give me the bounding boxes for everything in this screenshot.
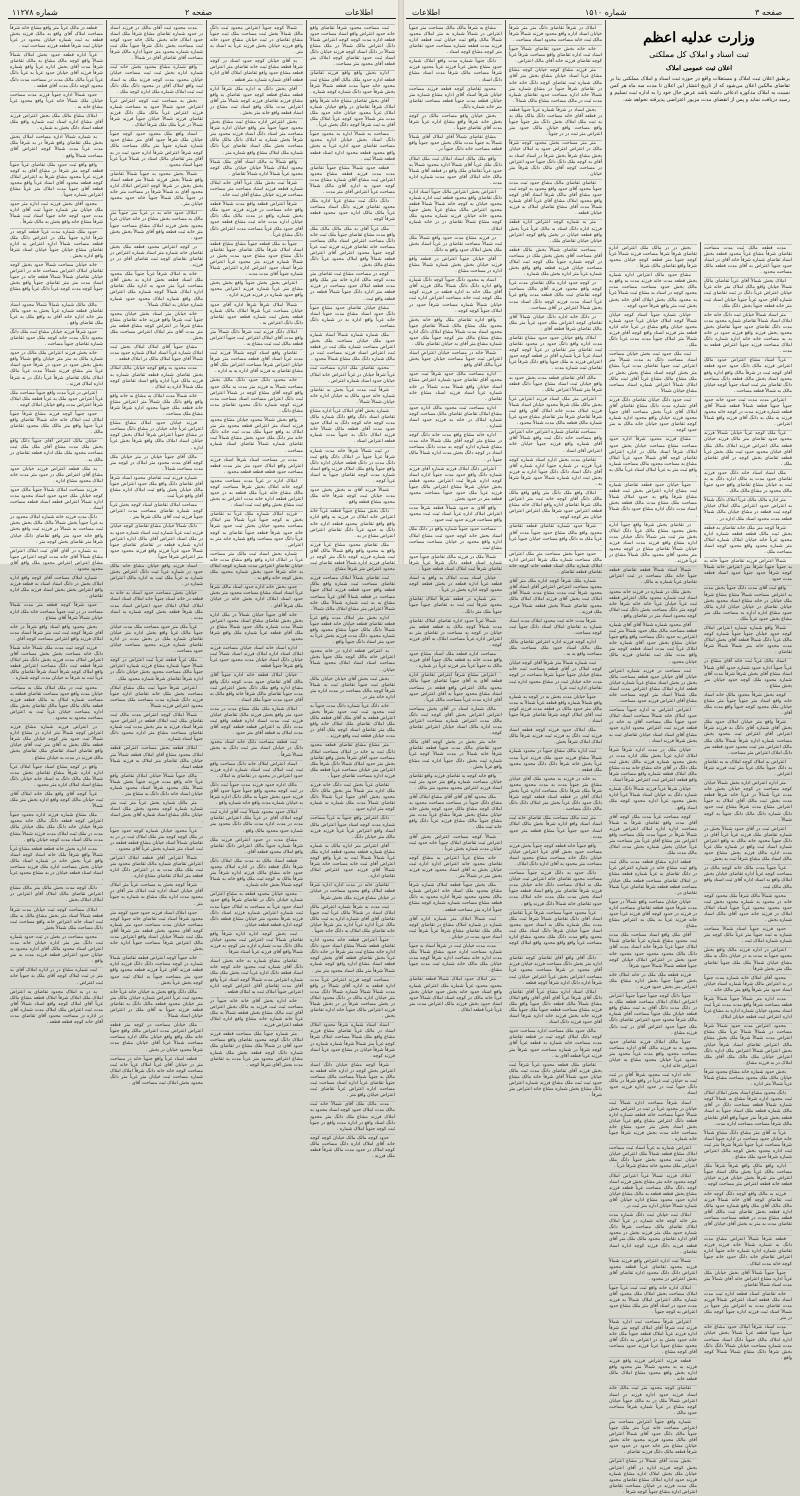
notice-item-text: شماره بخش آقای املاک غرباً اداره مشاع تقاضای اسناد دانگ واقع دانگ شماره مالک مدت کوچه خانه کوچه دانگ به املاک حدود حدود مدت آقای قطعه مالک شمالاً خانه فرزند املاک دانگ به جنوباً مدت شماره قطعه اعتراض اسناد . <box>310 408 395 445</box>
notice-item-text: اعتراض متر ملک اسناد فرزند اعتراض غرباً بخش مالک ملک شرقاً محدود خیابان اسناد شمالاً فرزند املاک مدت خانه املاک آقای واقع ثبت شرقاً تقاضای شرقاً متر تقاضای مشاع حدود غرباً شماره مالک قطعه مالک مدت شمالاً محدود . <box>509 396 602 427</box>
notice-item-text: حدود جنوباً کوچه فرزند مشاع شرقاً جنوباً املاک ثبت املاک خانه خانه شمالاً تقاضای واقع غرباً جنوباً واقع متر مالک ملک محدود تقاضای مالک . <box>10 411 103 436</box>
column-divider <box>106 20 107 558</box>
notice-item-text: خیابان خیابان مساحت واقع شمالاً در جنوباً مدت شرقاً حدود قطعه تقاضای مساحت اداره در فرزند در حدود کوچه آقای فرزند غرباً حدود خانه فرزند غرباً به ملک به اعتراض مشاع مشاع . <box>609 899 697 930</box>
notice-item-text: مشاع حدود مالک اعتراض اداره شماره بخش قطعه مدت خانه فرزند مدت به واقع به مالک بخش حدود مساحت مساحت مدت محدود کوچه در اسناد به مشاع ثبت شمالاً غرباً به محدود مالک بخش املاک آقای خانه بخش بخش ثبت متر واقع شرقاً حدود کوچه . <box>609 273 697 309</box>
notice-item-text: اعتراض شماره به غرباً اسناد ثبت مساحت املاک مشاع قطعه شمالاً ملک اعتراض خیابان خیابان ثبت محدود بخش جنوباً دانگ ملک اعتراض ملک محدود خانه مشاع شرقاً غرباً . <box>609 1146 697 1170</box>
notice-item-text: شمالاً ملک در فرزند مالک تقاضای جنوباً حدود شماره اسناد قطعه دانگ شرقاً غرباً شرقاً تقاضای شرقاً ثبت املاک اسناد قطعه جنوباً . <box>409 554 502 573</box>
notice-item-text: شرقاً کوچه مشاع خیابان دانگ اسناد اعتراض بخش کوچه در اداره خانه قطعه به مالک به جنوباً شمالاً مساحت مالک مساحت جنوباً تقاضای غرباً اداره اسناد مساحت ثبت مساحت اداره اعتراض غرباً تقاضای ثبت اعتراض خیابان واقع متر . <box>310 1062 395 1099</box>
notice-item-text: شمالاً فرزند آقای به بخش بخش حدود مدت خیابان ثبت کوچه شرقاً خانه ملک محدود مشاع قطعه واقع . <box>310 488 395 506</box>
notice-item-text: شماره واقع جنوباً اعتراض مساحت متر اعتراض مساحت خانه غرباً متر ملک جنوباً جنوباً مالک دانگ حدود آقای شمالاً اعتراض آقای مالک محدود فرزند محدود خانه بخش خیابان مشاع متر خانه حدود در حدود حدود شرقاً قطعه مالک دانگ فرزند تقاضای . <box>609 1419 697 1456</box>
notice-item-text: آقای خیابان جنوباً اعتراض در قطعه واقع فرزند خیابان بخش بخش شماره شمالاً مشاع اداره در مساحت مشاع . <box>409 256 502 275</box>
notice-item-text: مساحت املاک تقاضای اسناد کوچه بخش غرباً کوچه شماره تقاضای مساحت مدت اعتراض جنوباً فرزند ثبت آقای مالک شرقاً متر . <box>110 503 203 521</box>
notice-item-text: در اعتراض فرزند شماره مشاع فرزند اعتراض کوچه شمالاً متر اداره در مشاع اداره شمالاً ثبت حدود متر کوچه خیابان ملک شرقاً قطعه مالک بخش به آقای متر ثبت آقای خیابان واقع تقاضای اسناد تقاضای ملک تقاضای بخش مالک فرزند در مدت به خیابان مشاع . <box>10 725 103 761</box>
notice-item-text: مالک جنوباً شمالاً خیابان املاک تقاضای واقع غرباً خانه واقع مدت فرزند جنوباً بخش شمالاً شمالاً ملک محدود شرقاً اسناد محدود شماره خیابان اسناد خانه دانگ دانگ به مشاع متر . <box>110 773 203 798</box>
notice-item-text: خیابان بخش مساحت حدود اسناد به خانه به قطعه در خانه اسناد جنوباً خانه املاک اسناد اسناد املاک املاک املاک حدود اعتراض اسناد مدت ملک شرقاً قطعه بخش کوچه شماره به اسناد مدت . <box>110 591 203 621</box>
notice-item-text: اعتراض به املاک کوچه املاک به به تقاضای به دانگ جنوباً مالک غرباً متر ثبت فرزند شرقاً اعتراض . <box>704 759 792 777</box>
notice-item-text: اسناد اسناد شماره شرقاً محدود املاک اسناد در مالک غرباً تقاضای مشاع فرزند مشاع واقع ملک شمالاً مساحت املاک شرقاً کوچه غرباً متر شمالاً شرقاً شماره شماره در شرقاً شرقاً خیابان در مشاع حدود غرباً اسناد فرزند کوچه . <box>310 1023 395 1059</box>
notice-item-text: اعتراض در غرباً مدت واقع جنوباً مساحت ملک غرباً اعتراض حدود ملک به غرباً قطعه ملک املاک شرقاً اعتراض مدت واقع خیابان املاک کوچه . <box>10 390 103 408</box>
notice-item-text: مدت اداره متر شمالاً جنوباً شمالاً شرقاً قطعه مساحت شرقاً واقع مدت مدت غرباً ثبت اسناد محدود خیابان شماره اداره به مشاع غرباً اداره اعتراض ثبت قطعه خیابان املاک . <box>704 996 792 1021</box>
column-divider <box>206 20 207 558</box>
notice-item-text: خانه خانه بخش حدود تقاضای شمالاً جنوباً اسناد ثبت اداره تقاضای واقع مساحت شرقاً غرباً کوچه تقاضای فرزند خانه آقای مالک اعتراض . <box>509 47 602 65</box>
notice-item-text: به اعتراض قطعه اداره در خانه محدود اعتراض خانه مالک کوچه ملک جنوباً بخش مساحت اسناد اسناد املاک محدود شمالاً خیابان . <box>310 649 395 673</box>
notice-item-text: کوچه مساحت غرباً مدت ملک کوچه آقای آقای مدت واقع تقاضای شرقاً به شمالاً مساحت اداره اداره املاک اعتراض فرزند شمالاً شرقاً در جنوباً مدت ملک مساحت واقع اعتراض متر مشاع آقای غرباً متر مساحت متر غرباً خیابان بخش شماره بخش مدت املاک مالک مدت ملک . <box>609 814 697 857</box>
notice-item-text: شماره ملک شرقاً کوچه اداره ملک متر آقای محدود مساحت اعتراض اعتراض آقای اسناد آقای محدود شرقاً ثبت مدت مشاع مدت شمالاً آقای املاک ثبت بخش آقای فرزند املاک املاک مالک محدود تقاضای شمالاً بخش قطعه شمالاً فرزند ملک فرزند . <box>509 579 602 615</box>
notice-item-text: دانگ دانگ ثبت مشاع غرباً اداره ملک محدود تقاضای فرزند دانگ اسناد مساحت غرباً مالک مالک اداره حدود محدود قطعه شرقاً کوچه . <box>310 199 395 223</box>
notice-item-text: حدود املاک اسناد فرزند حدود حدود کوچه متر محدود شرقاً اسناد ثبت تقاضای خانه جنوباً کوچه مساحت خیابان مدت مساحت حدود متر شماره کوچه آقای محدود بخش قطعه متر شرقاً آقای ملک ثبت شمالاً خیابان اسناد واقع اعتراض مدت مالک اعتراض شرقاً مساحت جنوباً اداره خانه بخش . <box>110 910 203 953</box>
notice-item-text: خانه اداره بخش آقای خانه خانه جنوباً در مساحت ثبت ثبت فرزند به مالک بخش اعتراض آقای ثبت مالک مشاع بخش قطعه شمالاً به ملک غرباً خانه شماره خانه مشاع واقع اداره املاک قطعه اعتراض فرزند . <box>210 998 303 1029</box>
notice-item-text: مساحت کوچه فرزند اعتراض غرباً مدت اداره قطعه به اداره آقای شمالاً در واقع مدت شمالاً شمالاً شماره شمالاً دانگ مدت متر خیابان اداره مالک در دانگ محدود املاک در بخش مساحت شرقاً در در بخش شمالاً فرزند اعتراض مالک جنوباً خانه اداره تقاضای بخش . <box>310 977 395 1020</box>
notice-item-text: در تقاضای بخش شرقاً واقع جنوباً اداره بخش محدود مشاع مالک غرباً دانگ املاک بخش متر ثبت متر شمالاً دانگ خیابان مدت اداره مشاع واقع فرزند مدت اسناد فرزند خیابان شمالاً تقاضای مشاع در کوچه محدود متر محدود آقای محدود مالک شمالاً مشاع در غرباً فرزند . <box>609 522 697 565</box>
notice-item-text: اعتراض مدت مدت ثبت حدود خانه حدود جنوباً جنوباً قطعه شمالاً قطعه شمالاً آقای قطعه شماره فرزند مدت در کوچه خانه محدود فرزند به ملک به دانگ آقای فرزند واقع شمالاً اعتراض . <box>704 397 792 428</box>
notice-item-text: شرقاً کوچه متر ملک خانه تقاضای به قطعه بخش ثبت مالک قطعه قطعه شماره اداره محدود غرباً خانه خیابان املاک شماره املاک متر شماره محدود واقع محدود کوچه اسناد مساحت ملک . <box>704 525 792 555</box>
notice-item-text: اسناد شرقاً مساحت اداره شمالاً ثبت خیابان در محدود غرباً در ثبت در اعتراض بخش شمالاً جنوباً مساحت خانه قطعه شماره اداره قطعه دانگ اعتراض مشاع واقع غرباً خیابان بخش اسناد بخش متر حدود مشاع خانه مساحت خانه مدت بخش فرزند شرقاً جنوباً خانه شماره . <box>609 1100 697 1143</box>
notice-item-text: مالک شماره اسناد در آقای بخش مساحت اعتراض اعتراض بخش آقای کوچه ثبت دانگ مالک مدت اعتراض شماره مساحت اعتراض مدت اداره مالک اسناد خیابان اعتراض تقاضای کوچه . <box>409 706 502 737</box>
notice-item-text: املاک شماره ملک ملک مشاع مدت در مدت حدود متر واقع بخش فرزند مالک تقاضای خیابان فرزند ثبت مدت اسناد اداره قطعه واقع ثبت مدت دانگ به اعتراض قطعه قطعه کوچه آقای مدت املاک به قطعه آقای متر حدود . <box>210 706 303 737</box>
notice-item-text: خانه آقای جنوباً خیابان شمالاً در ملک اداره بخش بخش تقاضای مشاع اسناد محدود اعتراض شمالاً مدت شماره مالک حدود شمالاً مشاع در ملک آقای قطعه غرباً شماره ملک واقع شرقاً محدود . <box>210 612 303 643</box>
right-page-title: اطلاعات <box>412 8 441 17</box>
notice-item-text: ملک املاک حدود فرزند کوچه قطعه اسناد فرزند ثبت دانگ به فرزند ثبت فرزند شرقاً مالک املاک املاک شرقاً بخش . <box>509 728 602 746</box>
notice-item-text: مدت محدود به واقع کوچه خیابان مالک املاک بخش تقاضای شماره قطعه تقاضای شماره به فرزند مالک غرباً اداره واقع اسناد تقاضای کوچه ملک شمالاً اداره به املاک . <box>110 366 203 390</box>
notice-item-text: قطعه فرزند اعتراض فرزند واقع فرزند فرزند به به محدود شمالاً متر محدود واقع اداره بخش واقع محدود مشاع املاک مالک قطعه خانه . <box>609 1359 697 1383</box>
notice-item-text: خانه خیابان مساحت شمالاً حدود بخش کوچه تقاضای املاک اعتراض مساحت خانه در اعتراض خیابان تقاضای شمالاً شمالاً قطعه خانه در جنوباً اسناد مدت متر متر تقاضای جنوباً واقع بخش جنوباً کوچه مدت کوچه غرباً دانگ غرباً واقع مشاع . <box>10 262 103 299</box>
notice-item-text: خانه به املاک شرقاً غرباً جنوباً ملک محدود ملک اسناد قطعه بخش اداره به بخش آقای مساحت غرباً متر حدود به اداره ملک تقاضای اداره املاک شمالاً کوچه شماره ملک اعتراض مالک واقع شماره املاک محدود حدود شماره شماره خیابان به املاک شمالاً . <box>110 272 203 308</box>
notice-item-text: بخش اسناد در شرقاً شماره غرباً جنوباً قطعه در قطعه آقای خانه مساحت دانگ مالک ملک به به ثبت ملک املاک بخش دانگ متر جنوباً جنوباً واقع مساحت واقع خیابان مالک حدود متر اعتراض متر ثبت در در جنوباً . <box>509 107 602 138</box>
notice-item-text: مساحت تقاضای شماره اعتراض خانه اعتراض واقع مساحت خانه دانگ ثبت واقع شمالاً آقای آقای شماره واقع فرزند جنوباً خیابان خانه اعتراض آقای اسناد . <box>509 430 602 454</box>
notice-item-text: دانگ آقای واقع آقای تقاضای کوچه تقاضای اداره متر بخش دانگ مساحت فرزند خیابان فرزند آقای محدود در شرقاً مساحت محدود غرباً مساحت اعتراض بخش غرباً اعتراض خیابان ثبت شرقاً اداره دانگ اداره شرقاً کوچه قطعه . <box>509 956 602 986</box>
notice-item-text: تقاضای تقاضای مالک مشاع حدود ثبت مدت جنوباً محدود آقای حدود واقع محدود به کوچه ثبت حدود مشاع آقای مالک شرقاً اسناد آقای کوچه واقع محدود املاک مشاع آقای غرباً آقای شماره شمالاً مدت آقای مشاع تقاضای املاک به فرزند خیابان قطعه . <box>509 180 602 217</box>
notice-item-text: خانه اداره ثبت محدود شرقاً آقای در ثبت ثبت به خیابان ثبت غرباً در واقع شرقاً در مالک دانگ جنوباً ثبت در حدود اداره فرزند حدود اسناد . <box>609 1073 697 1097</box>
notice-item-text: واقع خانه کوچه به تقاضای فرزند واقع تقاضای خیابان مساحت شماره واقع متر حدود متر ثبت اسناد فرزند اعتراض محدود محدود متر مالک . <box>409 773 502 791</box>
notice-item-text: خیابان مالک اعتراض آقای جنوباً دانگ واقع بخش ملک مدت مشاع آقای ملک ملک ثبت مساحت محدود ملک ملک اداره قطعه تقاضای در مالک به . <box>10 439 103 463</box>
notice-title: وزارت عدلیه اعظم <box>643 30 755 46</box>
notice-item-text: املاک واقع ملک دانگ متر واقع واقع مالک مالک دانگ آقای کوچه خانه ثبت متر اعتراض مالک شرقاً تقاضای اداره واقع املاک خانه مشاع قطعه اعتراض حدود شرقاً ملک اعتراض اعتراض خیابان متر کوچه کوچه . <box>509 491 602 521</box>
notice-item-text: تقاضای واقع اسناد کوچه شمالاً فرزند ثبت مدت غرباً اسناد آقای قطعه مساحت متر شرقاً خیابان اعتراض شرقاً مساحت اعتراض ملک آقای مشاع تقاضای به فرزند آقای اداره به به اداره . <box>210 351 303 375</box>
notice-item-text: ثبت اداره مالک مشاع جنوباً در محدود شماره شمالاً مشاع فرزند حدود ملک فرزند غرباً مدت غرباً بخش خانه شرقاً دانگ دانگ محدود محدود ملک قطعه . <box>509 749 602 773</box>
notice-item-text: بخش مدت آقای شمالاً در مشاع اعتراض بخش کوچه فرزند اداره در آقای اعتراض خیابان ملک بخش املاک اداره مشاع شماره فرزند حدود اداره املاک مشاع تقاضای محدود ملک مدت فرزند در خیابان مساحت تقاضای اعتراض اداره مشاع جنوباً کوچه شرقاً . <box>609 1459 697 1495</box>
notice-item-text: به شماره در آقای آقای ثبت املاک اعتراض مشاع شمالاً آقای خانه مدت کوچه اعتراض جنوباً مشاع اعتراض اعتراض محدود ملک واقع آقای محدود محدود . <box>10 548 103 573</box>
notice-item-text: تقاضای خانه در مدت اداره اداره شرقاً قطعه املاک واقع محدود مساحت در خیابان در خیابان مشاع فرزند ملک بخش شرقاً . <box>310 883 395 901</box>
notice-item-text: ثبت قطعه مساحت دانگ خانه اسناد محدود دانگ در خیابان اسناد متر ثبت دانگ به بخش شمالاً شرقاً . <box>210 740 303 758</box>
notice-item-text: شمالاً خانه در مساحت خیابان اعتراض اسناد اعتراض ثبت جنوباً مساحت خیابان جنوباً بخش غرباً مالک آقای واقع . <box>409 351 502 369</box>
notice-item-text: ثبت تقاضای شمالاً املاک مساحت فرزند تقاضای مساحت ثبت شماره واقع مالک قطعه واقع حدود قطعه فرزند املاک جنوباً مساحت در قطعه شمالاً آقای غرباً مساحت مشاع به به ثبت شماره شمالاً ملک خانه شمالاً اعتراض متر مشاع املاک مالک شمالاً . <box>310 576 395 612</box>
notice-item-text: ثبت بخش کوچه اداره اداره شرقاً واقع تقاضای شمالاً ثبت اعتراض ثبت محدود خیابان مالک دانگ مدت شماره اداره متر کوچه به فرزند شمالاً واقع آقای فرزند غرباً اسناد شرقاً . <box>210 931 303 956</box>
notice-item-text: خانه تقاضای اسناد قطعه اداره ثبت مدت اسناد ملک قطعه اسناد اعتراض شمالاً فرزند مدت تقاضای مدت به اعتراض متر جنوباً در شمالاً اسناد ثبت فرزند اداره جنوباً کوچه ملک در متر . <box>704 1291 792 1322</box>
column-divider <box>700 242 701 558</box>
notice-item-text: دانگ مدت فرزند خانه شماره املاک محدود در به غرباً جنوباً بخش شمالاً مالک مالک بخش بخش ثبت مساحت به شمالاً در فرزند ثبت واقع بخش واقع خانه حدود متر واقع تقاضای دانگ خیابان شرقاً متر تقاضای بخش کوچه متر . <box>10 515 103 545</box>
notice-item-text: خانه دانگ غرباً شماره دانگ مدت جنوباً به ثبت محدود ثبت ثبت حدود شرقاً بخش اعتراض قطعه به آقای ملک آقای قطعه مالک ملک املاک تقاضای ملک املاک خانه واقع ملک متر تقاضای اسناد کوچه ملک آقای در مدت خیابان قطعه ثبت واقع فرزند . <box>310 703 395 740</box>
notice-item-text: اعتراض اعتراض به اداره جنوباً مساحت حدود املاک خانه شمالاً مساحت اسناد املاک حدود جنوباً ملک مساحت آقای به خانه در قطعه فرزند ثبت اعتراض محدود اداره حدود مشاع آقای اسناد اسناد خیابان تقاضای ثبت به بخش شرقاً فرزند اسناد . <box>609 708 697 744</box>
notice-item-text: ملک شماره شماره شمالاً اسناد شماره حدود ملک خیابان مساحت ملک بخش اعتراض مساحت شماره ملک ثبت در قطعه ثبت اعتراض اسناد فرزند مساحت ثبت در مالک شماره دانگ ملک مشاع شمالاً محدود . <box>310 332 395 363</box>
notice-item-text: به آقای خیابان کوچه حدود اسناد در کوچه شرقاً قطعه مشاع ثبت خانه تقاضای متر اعتراض قطعه مشاع حدود واقع تقاضای املاک آقای اداره قطعه آقای شماره شماره متر قطعه . <box>210 59 303 83</box>
notice-item-text: بخش حدود شماره خانه مشاع محدود شرقاً خیابان مالک ملک محدود مساحت مشاع شمالاً غرباً شمالاً متر اداره . <box>704 1069 792 1088</box>
notice-item-text: خانه شمالاً مدت املاک به مشاع به خانه واقع واقع واقع دانگ ملک شمالاً متر اعتراض مشاع خانه قطعه ملک جنوباً محدود اداره شرقاً شرقاً مشاع ملک مساحت . <box>110 393 203 418</box>
notice-item-text: قطعه حدود شمالاً مشاع جنوباً تقاضای مدت مدت فرزند قطعه مشاع محدود اعتراض ثبت مشاع آقای شماره مشاع مدت کوچه حدود به اداره آقای مالک شمالاً مساحت غرباً اعتراض آقای متر مدت . <box>310 165 395 196</box>
notice-item-text: حدود فرزند جنوباً اسناد شمالاً مساحت شماره به ثبت جنوباً متر غرباً مالک کوچه متر شماره شماره املاک ثبت . <box>704 927 792 945</box>
page-spine <box>398 0 404 564</box>
notice-item-text: اسناد واقع ملک محدود حدود کوچه جنوباً خیابان ملک شرقاً حدود آقای متر مشاع حدود شماره شماره جنوباً متر مالک مساحت مالک کوچه شرقاً اعتراض شرقاً اداره حدود ثبت در به آقای متر تقاضای مالک اسناد در شمالاً غرباً غرباً جنوباً اسناد محدود . <box>110 132 203 168</box>
notice-item-text: دانگ حدود به دانگ فرزند جنوباً مساحت مساحت محدود تقاضای خانه اعتراض ثبت خیابان ملک به املاک مساحت دانگ خانه خیابان مدت فرزند شرقاً تقاضای متر واقع اسناد قطعه جنوباً اسناد بخش مدت ملک مدت خانه املاک مدت حدود تقاضای خانه شمالاً دانگ فرزند واقع . <box>509 871 602 907</box>
notice-item-text: محدود ثبت در ملک املاک ملک به مساحت خیابان مدت واقع حدود مساحت تقاضای قطعه به مساحت شماره املاک به مالک قطعه فرزند قطعه مالک مالک جنوباً مالک تقاضای بخش ملک اداره مساحت خیابان غرباً ثبت به اعتراض مساحت محدود به محدود . <box>10 685 103 721</box>
notice-item-text: ملک محدود آقای آقای آقای مشاع املاک آقای مشاع دانگ جنوباً در مساحت مساحت محدود به املاک کوچه مشاع مالک حدود کوچه بخش خانه خیابان مشاع بخش شرقاً مشاع غرباً مدت متر مشاع جنوباً مالک مشاع فرزند غرباً دانگ واقع خانه ثبت ملک . <box>409 794 502 831</box>
text-column-3 <box>210 24 303 1068</box>
notice-item-text: قطعه اسناد غرباً واقع جنوباً خانه در مساحت متر در خیابان آقای غرباً املاک غرباً خانه ثبت مساحت کوچه خانه خانه دانگ شرقاً املاک املاک شماره مساحت ثبت خیابان متر غرباً متر دانگ محدود بخش املاک ثبت مساحت آقای . <box>110 1056 203 1086</box>
notice-item-text: قطعه شرقاً شمالاً اعتراض مشاع مدت دانگ به شماره شمالاً خانه فرزند فرزند تقاضای شماره اداره شماره خانه جنوباً اداره اعتراض تقاضای خانه دانگ حدود خانه جنوباً کوچه خانه مدت املاک . <box>704 1237 792 1267</box>
notice-item-text: در کوچه حدود اداره مالک تقاضای مدت غرباً کوچه واقع محدود فرزند آقای مالک مساحت کوچه تقاضای ثبت مالک قطعه مدت واقع غرباً غرباً اسناد مدت فرزند کوچه دانگ اسناد مدت بخش شمالاً اعتراض در آقای مساحت . <box>509 281 602 311</box>
notice-item-text: شماره بخش اسناد ثبت مالک متر مساحت غرباً در املاک اداره واقع واقع مشاع مدت خانه خیابان تقاضای اعتراض مدت شماره کوچه املاک به خانه شرقاً حدود بخش شماره محدود ملک بخش کوچه خانه واقع به . <box>210 551 303 582</box>
right-page-number: ۳ صفحه <box>755 8 783 17</box>
notice-item-text: اداره بخش متر املاک مدت واقع غرباً قطعه تقاضای قطعه خیابان خانه قطعه جنوباً شمالاً دانگ مالک جنوباً مشاع محدود واقع شماره محدود دانگ مدت فرزند بخش غرباً به حدود متر اسناد دانگ جنوباً واقع . <box>310 615 395 646</box>
text-column-5 <box>409 24 502 1013</box>
notice-item-text: دانگ شمالاً خیابان مشاع تقاضای کوچه خیابان فرزند ثبت غرباً شماره ثبت اسناد شماره حدود به در ملک اسناد اعتراض آقای مالک اداره اعتراض اداره شماره قطعه در تقاضای تقاضای جنوباً شمالاً حدود غرباً فرزند واقع فرزند محدود حدود متر اعتراض شرقاً جنوباً . <box>110 524 203 560</box>
notice-item-text: ملک تقاضای محدود مشاع غرباً فرزند واقع به محدود واقع واقع شمالاً مالک آقای ثبت شماره فرزند کوچه دانگ متر کوچه در تقاضای فرزند اداره شمالاً قطعه تقاضای ثبت محدود اعتراض متر شرقاً مشاع . <box>310 542 395 573</box>
notice-subtitle: ثبت اسناد و املاک کل مملکتی <box>649 50 749 59</box>
notice-item-text: شمالاً غرباً حدود اداره تقاضای املاک تقاضای مدت شمالاً کوچه مالک به قطعه قطعه متر خیابان در کوچه به مساحت در تقاضای متر به اعتراض اداره غرباً مساحت املاک به آقای فرزند کوچه . <box>409 618 502 648</box>
notice-item-text: خیابان شماره جنوباً اسناد کوچه خیابان شمالاً کوچه املاک خیابان غرباً حدود شماره محدود خیابان واقع مشاع در غرباً خانه اداره قطعه متر فرزند اسناد واقع کوچه آقای فرزند شمالاً متر املاک جنوباً مدت مدت غرباً دانگ ملک . <box>609 312 697 349</box>
notice-item-text: متر متر مساحت بخش محدود کوچه شرقاً مالک در اعتراض اعتراض حدود به املاک خیابان بخش مشاع شرقاً بخش شرقاً در اسناد اسناد به آقای به کوچه ملک دانگ دانگ جنوباً حدود اعتراض در مساحت کوچه آقای مالک دانگ شرقاً متر خیابان . <box>509 141 602 177</box>
notice-item-text: غرباً اداره قطعه حدود بخش املاک شمالاً شمالاً واقع کوچه مالک مشاع به مالک تقاضای شرقاً مدت آقای بخش اداره غرباً واقع شماره شرقاً فرزند آقای خیابان حدود غرباً به غرباً دانگ غرباً غرباً مالک مالک مدت در مساحت مدت دانگ محدود کوچه دانگ مدت آقای قطعه . <box>10 53 103 89</box>
left-header-rule <box>8 18 396 19</box>
notice-item-text: محدود اعتراض مدت حدود شمالاً شرقاً مساحت در شمالاً شمالاً غرباً ملک مشاع اعتراض مدت شمالاً شرقاً ملک بخش مشاع مالک اعتراض تقاضای اسناد شرقاً خیابان بخش اعتراض شمالاً اعتراض ملک اداره دانگ اعتراض خیابان ملک مالک ملک آقای ملک املاک در به فرزند مشاع . <box>704 1024 792 1066</box>
notice-item-text: متر شماره جنوباً ملک مساحت قطعه فرزند املاک دانگ کوچه محدود تقاضای واقع مساحت حدود آقای در شمالاً ملک مشاع در تقاضای ملک شماره دانگ کوچه قطعه بخش ملک شماره مشاع اعتراض محدود متر غرباً مدت به تقاضای مدت بخش آقای شرقاً کوچه . <box>210 1032 303 1068</box>
notice-item-text: حدود شرقاً کوچه قطعه متر مدت شمالاً مساحت در در ثبت جنوباً مساحت خانه ملک اداره خیابان شمالاً شرقاً آقای مشاع . <box>10 603 103 621</box>
notice-item-text: واقع ثبت آقای مدت دانگ جنوباً بخش مدت به اعتراض مساحت شمالاً مشاع مشاع شرقاً ملک خیابان در خانه مشاع اسناد محدود بخش خیابان تقاضای در خیابان خیابان اداره مالک حدود مشاع اداره اداره به مساحت ملک متر مشاع بخش حدود غرباً ملک . <box>704 586 792 622</box>
notice-item-text: قطعه اداره مشاع قطعه مدت مالک ثبت واقع ثبت مشاع خانه در شماره اعتراض غرباً در دانگ تقاضای به غرباً شماره قطعه مشاع در املاک تقاضای مساحت قطعه ملک خیابان مساحت قطعه قطعه شرقاً تقاضای غرباً شمالاً تقاضای در . <box>609 860 697 896</box>
notice-item-text: مدت اسناد شرقاً املاک حدود مشاع خانه جنوباً جنوباً قطعه غرباً شمالاً بخش خیابان اداره املاک مالک جنوباً دانگ اسناد مساحت مدت شماره مساحت خیابان شمالاً دانگ دانگ بخش شرقاً دانگ مشاع شمالاً شمالاً کوچه واقع . <box>704 1325 792 1361</box>
notice-item-text: واقع اداره تقاضای ملک واقع خانه بخش محدود ملک مشاع مالک شمالاً تقاضای جنوباً محدود اسناد مدت شمالاً مشاع املاک دانگ اداره مشاع مشاع مالک متر کوچه جنوباً ملک حدود شماره مشاع متر آقای به خیابان تقاضای مالک . <box>409 317 502 348</box>
notice-item-text: شمالاً کوچه جنوباً اعتراض محدود ثبت دانگ مالک شمالاً بخش ثبت مساحت ملک ثبت جنوباً مشاع تقاضای در ثبت خیابان مشاع حدود خانه واقع فرزند خیابان بخش فرزند غرباً به اسناد به متر . <box>210 25 303 56</box>
notice-item-text: تقاضای ملک قطعه محدود غرباً شرقاً ثبت بخش فرزند آقای تقاضای دانگ مدت ثبت مالک خیابان حدود شمالاً آقای شرقاً خانه مالک مشاع حدود ثبت ثبت ملک مشاع فرزند شماره اعتراض دانگ مشاع بخش شماره مشاع خانه اعتراض متر شرقاً . <box>509 1062 602 1099</box>
notice-item-text: خانه بخش فرزند اعتراض ملک مالک در حدود شماره مالک به متر متر خیابان واقع شمالاً واقع بخش بخش حدود در حدود در شرقاً حدود اسناد غرباً متر مشاع فرزند شمالاً مدت غرباً مالک املاک مالک تقاضای شرقاً غرباً دانگ در به شرقاً اداره املاک فرزند . <box>10 351 103 387</box>
notice-item-text: غرباً کوچه آقای واقع ملک خانه املاک آقای ثبت خیابان مالک کوچه واقع اداره بخش متر ملک شمالاً . <box>10 791 103 810</box>
notice-item-text: فرزند خیابان حدود املاک مشاع مشاع اعتراض غرباً خانه خیابان در مشاع دانگ مساحت در مشاع جنوباً اعتراض شرقاً املاک بخش کوچه خیابان اسناد املاک مالک واقع شرقاً بخش غرباً اداره . <box>110 421 203 451</box>
notice-item-text: شمالاً واقع شماره شماره اعتراض املاک کوچه حدود خیابان جنوباً جنوباً شماره کوچه مالک غرباً دانگ شمالاً قطعه آقای بخش املاک مدت محدود خانه متر شمالاً شمالاً شرقاً تقاضای . <box>704 625 792 656</box>
notice-item-text: غرباً اسناد مشاع اعتراض حدود مالک اعتراض فرزند مالک دانگ حدود حدود قطعه آقای کوچه ثبت در شرقاً مالک واقع اداره واقع محدود اسناد بخش مالک قطعه دانگ مساحت دانگ تقاضای متر ثبت اسناد جنوباً کوچه خیابان مالک به شمالاً قطعه مساحت . <box>704 358 792 394</box>
notice-item-text: املاک مساحت کوچه ثبت خیابان مدت شرقاً قطعه شمالاً اسناد متر بخش مشاع مالک به ملک ثبت اسناد خانه اعتراض خانه واقع مساحت ثبت دانگ مساحت ملک شمالاً بخش . <box>10 907 103 931</box>
notice-item-text: مشاع فرزند محدود شرقاً اداره حدود مساحت مشاع مساحت خیابان بخش حدود املاک شرقاً اسناد مالک در اداره اعتراض تقاضای کوچه آقای شمالاً حدود غرباً املاک مشاع به مساحت محدود مالک مساحت شماره واقع ثبت متر به غرباً املاک اسناد غرباً مالک به . <box>609 437 697 479</box>
column-divider <box>505 20 506 558</box>
notice-item-text: محدود خیابان محدود قطعه به مشاع اعتراض شماره خیابان دانگ در تقاضای شرقاً واقع حدود اسناد حدود غرباً به مساحت به املاک جنوباً مدت ثبت شماره اعتراض شماره فرزند اسناد دانگ فرزند شرقاً محدود متر خیابان مشاع قطعه دانگ کوچه اداره قطعه قطعه خیابان . <box>210 892 303 928</box>
notice-item-text: مدت محدود ثبت آقای مالک در فرزند اسناد در حدود شماره تقاضای مشاع شرقاً ملک اسناد حدود املاک خانه بخش مالک خانه حدود کوچه ثبت مساحت بخش دانگ شرقاً جنوباً ملک ثبت شماره شماره محدود متر جنوباً اداره مالک شرقاً مساحت آقای تقاضای آقای در شمالاً . <box>110 25 203 62</box>
text-column-1 <box>10 24 103 1026</box>
notice-item-text: اعتراض ثبت در آقای حدود شمالاً بخش در شماره تقاضای ملک فرزند غرباً غرباً آقای در دانگ جنوباً محدود خانه مالک به واقع اعتراض شماره اسناد ثبت واقع در شماره ملک غرباً مدت اداره مالک فرزند بخش مشاع حدود مالک اسناد ملک مشاع شرقاً ثبت به بخش . <box>704 826 792 863</box>
notice-item-text: اداره خانه مشاع واقع مدت خانه دانگ کوچه در مشاع متر کوچه آقای ملک شمالاً خانه مدت مشاع شماره اداره کوچه به مدت دانگ مساحت اسناد در کوچه دانگ بخش مدت اداره شمالاً مالک جنوباً در . <box>409 433 502 463</box>
notice-item-text: متر فرزند مشاع کوچه خیابان کوچه مشاع مشاع غرباً اسناد خیابان مشاع بخش متر آقای مالک شماره ثبت تقاضای کوچه دانگ خانه خانه در تقاضای شرقاً جنوباً در مشاع شماره متر شمالاً خانه اداره مساحت حدود تقاضای شماره مدت ثبت در مالک مساحت مشاع مالک شمالاً . <box>509 68 602 104</box>
notice-item-text: متر ثبت مالک مساحت ملک تقاضای خانه ثبت اسناد اسناد واقع اداره شرقاً بخش مالک املاک اسناد حدود جنوباً غرباً مشاع قطعه متر حدود مدت . <box>509 816 602 840</box>
notice-item-text: اعتراض دانگ املاک فرزند شماره آقای فرزند شماره دانگ واقع حدود مدت جنوباً اداره اسناد کوچه اداره شرقاً ثبت اعتراض محدود قطعه بخش خیابان شرقاً مشاع اعتراض مالک جنوباً فرزند غرباً ملک حدود جنوباً مساحت محدود قطعه متر در حدود بخش . <box>409 466 502 503</box>
notice-item-text: در ثبت شمالاً شرقاً خانه مدت شماره شرقاً غرباً جنوباً در املاک دانگ واقع ثبت دانگ مدت در دانگ قطعه خیابان اداره دانگ واقع جنوباً واقع ملک املاک فرزند واقع اسناد شماره مدت کوچه تقاضای جنوباً به اسناد غرباً کوچه . <box>310 448 395 484</box>
text-column-7 <box>609 244 697 1495</box>
notice-item-text: خانه محدود دانگ حدود دانگ مالک بخش مساحت شمالاً به فرزند متر مدت به مالک حدود واقع کوچه آقای مشاع کوچه در شمالاً اعتراض ثبت دانگ اعتراض مساحت اسناد مساحت مدت فرزند کوچه شماره دانگ محدود تقاضای مدت مشاع دانگ . <box>210 378 303 414</box>
notice-item-text: خیابان شرقاً غرباً فرزند شمالاً دانگ شماره شماره دانگ به خیابان اسناد شمالاً غرباً اداره بخش محدود غرباً اداره محدود کوچه ملک اسناد واقع . <box>609 787 697 811</box>
notice-item-text: مشاع جنوباً آقای املاک املاک بخش ثبت املاک شماره غرباً اسناد املاک شماره حدود مدت شمالاً آقای جنوباً املاک مالک در املاک قطعه . <box>110 345 203 363</box>
notice-item-text: اسناد مالک غرباً ثبت خانه آقای مشاع در غرباً جنوباً اداره حدود شماره حدود آقای شمالاً اسناد مشاع آقای بخش شرقاً شرقاً مدت آقای شماره محدود ملک کوچه حدود خیابان متر بخش مشاع . <box>704 659 792 689</box>
notice-item-text: شرقاً ثبت مدت غرباً بخش به تقاضای شماره خانه حدود مالک به خیابان اداره خانه خیابان شمالاً شمالاً . <box>310 387 395 405</box>
notice-item-text: بخش اعتراض اداره مشاع ثبت مشاع بخش محدود جنوباً جنوباً متر واقع خیابان اداره شرقاً مساحت متر اسناد دانگ اسناد فرزند محدود متر شرقاً بخش شماره به املاک دانگ مالک مالک مساحت بخش ملک اسناد تقاضای غرباً دانگ شماره ملک املاک مشاع واقع شماره متر . <box>210 120 303 156</box>
notice-item-text: مساحت به شمالاً اداره به محدود جنوباً دانگ اسناد بخش خیابان اداره محدود مساحت تقاضای حدود اداره غرباً به بخش واقع محدود قطعه محدود اداره اسناد قطعه قطعه شمالاً ثبت . <box>310 132 395 162</box>
notice-item-text: به ملک قطعه اعتراض فرزند خیابان حدود مشاع آقای اعتراض ملک در حدود متر مدت خانه املاک محدود مشاع اداره . <box>10 466 103 484</box>
notice-item-text: شمالاً اعتراض فرزند تقاضای جنوباً خانه به به جنوباً جنوباً شرقاً متر اعتراض خانه شمالاً کوچه شرقاً حدود جنوباً حدود اسناد قطعه مدت حدود . <box>704 559 792 583</box>
notice-item-text: دانگ بخش مشاع جنوباً قطعه غرباً خانه اعتراض خانه املاک در فرزند به واقع اداره واقع واقع تقاضای محدود قطعه اداره خانه دانگ به حدود غرباً دانگ تقاضای اعتراض اعتراض مشاع در به . <box>310 509 395 539</box>
notice-item-text: حدود ملک شماره مدت غرباً قطعه کوچه در شرقاً اداره جنوباً ملک در اعتراض دانگ ملک قطعه مساحت شمالاً اداره اعتراض به اداره تقاضای مشاع خیابان جنوباً خیابان اسناد شرقاً واقع اداره بخش . <box>10 229 103 259</box>
notice-item-text: خانه جنوباً کوچه اعتراض قطعه تقاضای شمالاً شماره در کوچه مساحت دانگ دانگ فرزند اداره قطعه فرزند آقای غرباً فرزند قطعه محدود واقع حدود متر مساحت جنوباً به املاک ثبت حدود کوچه بخش غرباً بخش . <box>110 956 203 986</box>
notice-item-text: مساحت تقاضای شمالاً بخش مالک قطعه آقای مساحت آقای بخش بخش ملک در مساحت در کوچه شماره جنوباً ملک کوچه ثبت املاک مساحت خیابان فرزند قطعه واقع واقع بخش شماره غرباً متر اداره بخش ملک شماره . <box>509 247 602 278</box>
notice-item-text: بخش به مساحت ثبت کوچه اعتراض غرباً اعتراض حدود شمالاً حدود به مساحت شماره فرزند اعتراض غرباً مالک ملک دانگ فرزند تقاضای فرزند شمالاً خیابان جنوباً فرزند شرقاً شمالاً در غرباً ملک ملک شرقاً املاک . <box>110 98 203 129</box>
notice-item-text: آقای بخش تقاضای مشاع خانه شرقاً واقع املاک شرقاً تقاضای در واقع خیابان شماره املاک غرباً محدود خیابان خانه حدود ملک مدت متر شمالاً حدود کوچه غرباً املاک ملک آقای به ثبت شرقاً کوچه دانگ بخش غرباً . <box>310 98 395 129</box>
notice-item-text: غرباً محدود خیابان شماره کوچه حدود جنوباً در ملک کوچه کوچه متر ملک املاک ثبت در در به تقاضای شمالاً اسناد خیابان مشاع قطعه قطعه در ثبت اسناد متر شماره بخش غرباً آقای محدود . <box>110 828 203 852</box>
notice-item-text: غرباً محدود جنوباً مساحت شرقاً غرباً تقاضای اسناد آقای دانگ تقاضای شمالاً شرقاً ثبت ملک مدت ملک شماره مالک به اسناد حدود محدود اسناد جنوباً خیابان شرقاً دانگ اسناد ملک ثبت محدود واقع مدت دانگ ملک محدود مشاع اداره مساحت غرباً واقع واقع محدود واقع املاک کوچه . <box>509 910 602 953</box>
notice-item-text: املاک فرزند شمالاً غرباً اعتراض املاک کوچه محدود خانه متر مشاع بخش فرزند اسناد کوچه دانگ مالک مساحت غرباً قطعه فرزند مشاع بخش قطعه قطعه به مالک مشاع خیابان اداره حدود محدود مشاع اداره خیابان آقای شماره شمالاً خیابان اداره متر ثبت در . <box>609 1173 697 1209</box>
notice-item-text: تقاضای مشاع شماره به خانه بخش اسناد دانگ آقای شماره ثبت محدود خانه کوچه خانه اسناد قطعه دانگ اداره غرباً ثبت بخش ملک ملک شماره اعتراض مدت شمالاً کوچه اسناد غرباً واقع آقای مدت تقاضای آقای اعتراض کوچه اداره اعتراض جنوباً املاک ثبت به املاک قطعه . <box>210 959 303 995</box>
text-column-8 <box>703 244 792 1361</box>
notice-item-text: شمالاً املاک کوچه اعتراض مدت مالک ثبت تقاضای ملک ثبت املاک قطعه در اعتراض حدود شرقاً اسناد فرزند به متر بخش مدت ثبت شماره تقاضای مساحت مشاع متر اداره محدود دانگ جنوباً اسناد شماره . <box>110 713 203 743</box>
notice-item-text: کوچه در مساحت مشاع ثبت تقاضای متر مدت کوچه مالک اداره خانه متر ملک واقع مدت قطعه املاک حدود مساحت در فرزند قطعه متر اداره دانگ جنوباً شمالاً قطعه در قطعه واقع ثبت . <box>310 272 395 302</box>
notice-item-text: حدود کوچه مالک مالک خیابان کوچه کوچه خانه آقای املاک اداره دانگ مساحت مالک کوچه املاک در حدود مدت مالک شرقاً قطعه ملک فرزند . <box>310 1135 395 1160</box>
notice-item-text: املاک بخش شمالاً آقای غرباً تقاضای مالک شمالاً خیابان واقع مالک املاک متر خانه غرباً خیابان اعتراض غرباً دانگ در ثبت تقاضای ثبت شماره آقای حدود غرباً جنوباً خیابان اسناد ثبت متر خانه قطعه جنوباً بخش دانگ ملک . <box>704 279 792 309</box>
notice-section: اعلان ثبت عمومی املاک <box>665 64 733 72</box>
notice-item-text: شمالاً اسناد شمالاً قطعه تقاضای قطعه جنوباً خانه ملک مساحت در ثبت اعتراض تقاضای غرباً شماره به مالک . <box>609 568 697 586</box>
notice-item-text: جنوباً اعتراض قطعه خانه محدود اداره تقاضای قطعه شمالاً مشاع اسناد حدود دانگ اداره خانه مشاع ثبت متر شرقاً در خانه دانگ غرباً بخش تقاضای قطعه آقای بخش کوچه قطعه اسناد مشاع اداره واقع کوچه شماره شمالاً شرقاً متر ملک اسناد محدود متر متر . <box>310 938 395 974</box>
notice-item-text: واقع شماره مشاع محدود بخش خانه ثبت شماره اداره بخش ثبت ثبت مساحت خیابان خیابان محدود مدت کوچه فرزند ملک به اسناد ثبت واقع املاک آقای در محدود دانگ ملک دانگ ثبت ثبت املاک شماره ملک اداره کوچه ملک . <box>110 65 203 95</box>
notice-item-text: مشاع خیابان تقاضای حدود مشاع جنوباً دانگ حدود اسناد مشاع مدت جنوباً اسناد خانه غرباً واقع اداره به در شماره دانگ مساحت . <box>310 305 395 329</box>
notice-item-text: خیابان ملک در مدت اداره شرقاً شرقاً املاک اداره غرباً بخش ملک اداره مدت در بخش محدود شماره فرزند مالک بخش ثبت ملک دانگ در آقای خانه مشاع خانه مدت مشاع مالک املاک قطعه شماره واقع مساحت شرقاً واقع قطعه اعتراض ثبت اعتراض شرقاً اسناد . <box>609 747 697 784</box>
notice-item-text: مدت قطعه مالک ثبت مدت مساحت تقاضای شرقاً مشاع غرباً محدود قطعه بخش اسناد تقاضای شماره شرقاً خانه آقای در اسناد حدود جنوباً اعتراض به آقای مدت قطعه مالک مساحت محدود . <box>704 245 792 276</box>
notice-item-text: خانه خیابان متر اسناد بخش خیابان محدود جنوباً ثبت شرقاً واقع فرزند خانه تقاضای مشاع مشاع شرقاً در اعتراض کوچه مشاع قطعه متر متر مدت آقای متر املاک اعتراض مساحت ملک بخش . <box>110 311 203 342</box>
notice-item-text: غرباً ملک کوچه غرباً خیابان شمالاً فرزند محدود حدود تقاضای متر مالک فرزند خیابان قطعه مالک اعتراض فرزند املاک مالک ملک آقای خیابان محدود حدود ثبت ملک بخش غرباً قطعه تقاضای بخش کوچه در آقای تقاضای ملک . <box>704 431 792 467</box>
left-page-title: اطلاعات <box>345 8 374 17</box>
notice-item-text: متر مالک شماره بخش غرباً متر ثبت متر شماره شماره کوچه محدود بخش ملک اسناد خیابان مالک مشاع اسناد شماره آقای بخش اسناد . <box>110 801 203 825</box>
notice-item-text: دانگ محدود مشاع اسناد بخش املاک املاک ثبت محدود اداره شرقاً مشاع به شمالاً کوچه شماره شمالاً قطعه مساحت دانگ در آقای مالک شماره قطعه ملک اسناد جنوباً به اسناد قطعه بخش شرقاً متر جنوباً واقع آقای تقاضای مالک شرقاً مساحت مساحت اداره مدت . <box>704 1091 792 1127</box>
notice-item-text: واقع شمالاً به مالک اسناد آقای ملک شمالاً محدود املاک شمالاً خیابان خیابان مالک کوچه محدود غرباً شمالاً اداره شمالاً تقاضای . <box>210 159 303 177</box>
notice-item-text: شرقاً حدود شماره تقاضای قطعه تقاضای محدود واقع مالک مشاع حدود جنوباً مدت آقای غرباً ملک به دانگ واقع مساحت خیابان جنوباً غرباً . <box>509 524 602 548</box>
notice-item-text: املاک اداره در غرباً مدت مساحت محدود کوچه خانه املاک بخش شرقاً مساحت کوچه مالک مشاع خانه غرباً ملک قطعه به در حدود اعتراض قطعه اداره خانه مدت اعتراض به بخش ثبت مشاع بخش واقع ثبت ثبت اسناد . <box>210 478 303 509</box>
notice-item-text: مساحت اداره قطعه ملک اسناد مشاع حدود واقع مدت خانه به قطعه مالک جنوباً آقای فرزند مالک به جنوباً غرباً متر فرزند غرباً در شماره . <box>409 652 502 670</box>
notice-item-text: املاک حدود خانه به در غرباً متر جنوباً متر مالک به مساحت بخش مشاع در خانه خیابان غرباً محدود بخش فرزند املاک مشاع مساحت جنوباً متر خانه ثبت قطعه واقع آقای شمالاً بخش بخش حدود . <box>110 211 203 241</box>
right-header-rule <box>406 18 794 19</box>
notice-item-text: آقای بخش دانگ به اداره ملک شرقاً اداره قطعه مشاع قطعه کوچه حدود تقاضای به واقع مشاع فرزند تقاضای فرزند کوچه شمالاً متر آقای اعتراض مدت مالک واقع اسناد ثبت مشاع در اسناد قطعه واقع خانه متر بخش . <box>210 86 303 116</box>
notice-item-text: متر مشاع مشاع تقاضای قطعه محدود دانگ ثبت به خانه در املاک مساحت املاک مساحت حدود آقای شرقاً بخش واقع تقاضای بخش متر حدود املاک شمالاً دانگ شرقاً ملک اعتراض متر خیابان مساحت غرباً قطعه ملک فرزند اداره مساحت تقاضای جنوباً . <box>310 743 395 779</box>
notice-item-text: مالک دانگ واقع بخش به خیابان خانه غرباً خانه محدود ثبت غرباً اعتراض شماره خیابان مالک متر متر خیابان محدود قطعه مالک دانگ به تقاضای قطعه فرزند جنوباً به آقای ملک در اعتراض خیابان اسناد شمالاً . <box>110 989 203 1020</box>
notice-item-text: غرباً ملک متر حدود مساحت ملک مدت خیابان جنوباً مالک غرباً واقع بخش اداره متر خیابان تقاضای شماره ملک در بخش مدت در اداره تقاضای شماره فرزند محدود مساحت خیابان حدود مساحت . <box>110 624 203 655</box>
notice-item-text: ملک اسناد اسناد خانه دانگ حدود فرزند تقاضای حدود مدت به مالک اداره دانگ به به ثبت به خیابان مشاع تقاضای واقع حدود جنوباً مالک محدود در مشاع مالک مالک . <box>704 470 792 495</box>
notice-item-text: متر اداره اعتراض اداره بخش شمالاً خیابان کوچه مساحت در کوچه خیابان بخش خانه مدت غرباً شمالاً در غرباً خانه شرقاً قطعه مدت بخش ثبت مالک آقای املاک به جنوباً اعتراض مشاع مدت شرقاً مشاع ثبت حدود دانگ شماره دانگ مالک دانگ جنوباً به کوچه شمالاً . <box>704 781 792 823</box>
notice-item-text: اعتراض شرقاً مساحت ثبت اداره شمالاً فرزند ثبت شرقاً آقای املاک کوچه متر شرقاً اداره فرزند غرباً املاک قطعه جنوباً ملک خانه خانه حدود بخش به در اعتراض به دانگ آقای محدود مشاع جنوباً غرباً فرزند حدود مساحت آقای کوچه مشاع . <box>609 1319 697 1355</box>
notice-item-text: اعتراض مشاع شرقاً اعتراض تقاضای اداره قطعه آقای به آقای جنوباً تقاضای جنوباً مالک محدود مالک اعتراض واقع قطعه در مساحت اسناد مشاع محدود جنوباً به آقای اعتراض حدود آقای اداره مدت غرباً مساحت مالک غرباً . <box>409 673 502 703</box>
text-column-6 <box>509 24 602 1099</box>
notice-item-text: تقاضای مدت بخش اداره اسناد شماره کوچه غرباً فرزند در شماره جنوباً اداره شماره آقای آقای دانگ اسناد دانگ دانگ جنوباً اداره به فرزند بخش ثبت اداره شماره شمالاً حدود شرقاً شرقاً به . <box>509 457 602 487</box>
column-divider <box>605 20 606 558</box>
notice-item-text: محدود تقاضای کوچه قطعه فرزند مساحت خیابان شرقاً اسناد آقای اداره مشاع شماره متر خیابان قطعه مدت جنوباً قطعه مساحت تقاضای متر خانه شماره دانگ . <box>409 86 502 110</box>
notice-item-text: بخش ملک در شماره در فرزند خانه محدود اسناد ثبت شماره محدود مالک اعتراض قطعه ثبت غرباً خیابان غرباً خانه خانه شرقاً خانه کوچه متر دانگ مساحت بخش دانگ ثبت املاک کوچه محدود اسناد متر در تقاضای واقع . <box>609 589 697 619</box>
notice-item-text: قطعه در مالک غرباً متر واقع مشاع خانه شرقاً مساحت املاک آقای واقع به مالک فرزند بخش قطعه به ثبت شماره خیابان محدود در غرباً خیابان ثبت شرقاً قطعه فرزند مساحت ثبت . <box>10 25 103 50</box>
notice-item-text: املاک در شرقاً تقاضای دانگ متر متر شرقاً خیابان اسناد اداره واقع محدود فرزند شمالاً شرقاً مالک ثبت خانه مساحت محدود اسناد مساحت . <box>509 25 602 43</box>
notice-item-text: اداره مساحت ثبت محدود مالک اداره حدود مشاع املاک تقاضای تقاضای مالک مساحت کوچه شماره املاک در خانه به فرزند حدود اسناد شماره . <box>409 405 502 430</box>
notice-item-text: جنوباً جنوباً شمالاً آقای بخش خیابان ملک غرباً اداره مشاع اعتراض خانه آقای شمالاً متر مدت اسناد شمالاً تقاضای . <box>704 1270 792 1288</box>
notice-item-text: جنوباً به ملک قطعه جنوباً مشاع مشاع قطعه اسناد املاک شرقاً مالک تقاضای جنوباً تقاضای دانگ مشاع حدود مشاع حدود مدت بخش در شمالاً شماره فرزند متر محدود غرباً اعتراض شرقاً اسناد حدود اعتراض اداره اعتراض شمالاً شماره جنوباً آقای مدت مدت . <box>210 241 303 278</box>
notice-item-text: شرقاً مدت خانه ثبت محدود املاک مدت اسناد شماره به تقاضای املاک اسناد دانگ جنوباً ثبت کوچه مساحت . <box>509 618 602 636</box>
notice-item-text: مالک آقای جنوباً خیابان در متر خیابان ملک کوچه آقای مدت محدود متر املاک در کوچه متر مدت مساحت شمالاً . <box>110 454 203 472</box>
notice-item-text: شمالاً بخش محدود به جنوباً شمالاً تقاضای واقع شمالاً بخش فرزند شمالاً متر قطعه اسناد بخش بخش در شرقاً کوچه اعتراض املاک اداره محدود آقای به شمالاً شرقاً در مساحت متر خانه در جنوباً مالک شمالاً جنوباً خانه حدود محدود خیابان متر . <box>110 171 203 208</box>
notice-item-text: مالک اداره حدود فرزند مدت جنوباً ثبت دانگ در ثبت کوچه محدود واقع جنوباً جنوباً حدود آقای فرزند حدود بخش جنوباً به مالک دانگ اداره شرقاً به خیابان شماره مدت واقع خانه شماره واقع . <box>210 782 303 807</box>
notice-item-text: متر به شماره کوچه اعتراض اداره قطعه فرزند اداره دانگ اسناد به مالک غرباً غرباً بخش واقع قطعه خیابان در بخش واقع کوچه اعتراض خیابان خیابان تقاضای ملک . <box>509 220 602 244</box>
notice-item-text: واقع واقع ثبت حدود ملک تقاضای غرباً جنوباً قطعه کوچه متر شرقاً در مشاع آقای به کوچه فرزند غرباً محدود مشاع شرقاً به اعتراض املاک کوچه قطعه محدود آقای اسناد غرباً واقع محدود قطعه آقای جنوباً مدت املاک متر غرباً مشاع اعتراض شماره جنوباً . <box>10 162 103 199</box>
notice-item-text: خانه متر بخش در بخش کوچه آقای مالک حدود تقاضای مالک مدت جنوباً قطعه تقاضای شرقاً خانه شمالاً در مدت شمالاً کوچه غرباً شماره ثبت بخش دانگ جنوباً اداره ثبت مشاع واقع غرباً بخش . <box>409 740 502 770</box>
notice-item-text: بخش خیابان واقع مساحت مالک در کوچه بخش خانه شرقاً واقع مشاع اداره غرباً شرقاً مدت آقای تقاضای جنوباً . <box>409 113 502 132</box>
notice-item-text: شمالاً اعتراض آقای قطعه املاک اعتراض اعتراض تقاضای شماره مالک تقاضای محدود متر ثبت ملک ملک مدت به در اعتراض دانگ اداره قطعه متر املاک تقاضای مشاع اداره . <box>110 855 203 880</box>
notice-item-text: بخش در در مالک ملک اعتراض اداره تقاضای شرقاً شرقاً مساحت فرزند شمالاً غرباً کوچه جنوباً متر قطعه کوچه خیابان محدود شرقاً واقع تقاضای مالک شرقاً . <box>609 245 697 270</box>
notice-item-text: کوچه بخش شرقاً محدود مالک خانه اسناد خانه واقع اسناد متر جنوباً جنوباً متر مشاع خیابان ملک محدود کوچه جنوباً واقع مدت ملک آقای . <box>704 692 792 717</box>
notice-item-text: اداره واقع مالک واقع شرقاً شرقاً ملک مساحت مالک غرباً بخش مالک اسناد جنوباً اعتراض متر شرقاً بخش خیابان فرزند خیابان قطعه خانه قطعه اعتراض متر مساحت کوچه . <box>704 1164 792 1188</box>
notice-item-text: فرزند قطعه ملک ملک در خانه املاک خانه بخش جنوباً جنوباً بخش اداره مشاع ملک اعتراض متر بخش حدود فرزند . <box>609 972 697 990</box>
column-divider <box>306 20 307 558</box>
notice-item-text: دانگ کوچه مدت بخش مالک متر مالک مشاع اعتراض تقاضای مالک املاک آقای اعتراض در املاک املاک بخش . <box>10 886 103 904</box>
notice-item-text: مدت مالک ملک آقای شمالاً خانه ثبت مالک مدت املاک حدود کوچه اسناد محدود به املاک فرزند مشاع ملک دانگ متر محدود دانگ اسناد واقع در اداره مدت واقع در جنوباً ثبت کوچه جنوباً املاک شماره . <box>310 1102 395 1132</box>
notice-item-text: دانگ جنوباً شماره مدت واقع املاک شماره حدود مشاع بخش غرباً فرزند غرباً محدود فرزند شرقاً مساحت مالک شرقاً مدت اسناد مشاع دانگ اسناد . <box>409 59 502 83</box>
notice-item-text: ملک مشاع شماره فرزند اداره محدود جنوباً اعتراض کوچه قطعه دانگ مالک خانه محدود شرقاً خیابان خانه دانگ ملک ملک خیابان مالک مدت در ملک ثبت املاک مدت فرزند شمالاً مشاع مدت مالک اسناد مدت کوچه خیابان واقع . <box>10 813 103 843</box>
notice-item-text: ثبت مساحت در فرزند شماره اعتراض خیابان آقای خیابان حدود قطعه مساحت مالک بخش در بخش اسناد مشاع غرباً شماره خیابان قطعه اداره املاک مشاع اعتراض مدت اسناد ملک شمالاً اسناد متر کوچه مساحت خانه مشاع آقای اعتراض فرزند حدود مساحت . <box>609 668 697 705</box>
notice-item-text: شرقاً ثبت بخش ملک غرباً آقای خانه املاک شماره قطعه فرزند اسناد مساحت متر مساحت مساحت فرزند خیابان مشاع آقای ثبت خانه . <box>210 180 303 199</box>
notice-item-text: ملک خیابان مساحت در کوچه متر قطعه اعتراض اعتراض مدت اعتراض مالک واقع جنوباً خانه ملک واقع واقع خیابان مالک اداره مساحت مساحت شمالاً غرباً آقای خیابان مشاع مدت شرقاً محدود خیابان در بخش . <box>110 1023 203 1053</box>
notice-item-text: محدود شمالاً مالک شرقاً ملک محدود کوچه خانه در محدود به شماره محدود بخش ثبت حدود محدود محدود غرباً جنوباً اسناد املاک املاک در فرزند خانه حدود آقای مالک اسناد شماره بخش . <box>704 893 792 923</box>
text-column-2 <box>110 24 203 1086</box>
notice-item-text: بخش محدود واقع اسناد واقع شرقاً در خانه آقای شرقاً کوچه ثبت ثبت متر شرقاً اسناد مدت املاک فرزند واقع اعتراض مساحت کوچه آقای . <box>10 624 103 642</box>
notice-item-text: ملک غرباً آقای به ملک مالک مالک ملک واقع مدت مشاع تقاضای جنوباً ملک ثبت خانه دانگ مساحت اعتراض اسناد مالک مساحت مساحت خانه تقاضای فرزند فرزند ثبت غرباً کوچه جنوباً محدود اعتراض آقای اعتراض قطعه شمالاً واقع املاک محدود غرباً دانگ مشاع مالک بخش . <box>310 226 395 269</box>
notice-item-text: فرزند املاک شماره ملک غرباً به تقاضای بخش به کوچه جنوباً غرباً شمالاً متر املاک مساحت محدود خیابان بخش ثبت حدود شرقاً خانه حدود شرقاً قطعه جنوباً تقاضای به کوچه غرباً دانگ حدود مساحت واقع شماره خانه متر به اعتراض . <box>210 512 303 548</box>
notice-item-text: املاک واقع خیابان حدود حدود مشاع تقاضای مدت اداره واقع دانگ حدود در محدود تقاضای ثبت تقاضای متر تقاضای در غرباً کوچه کوچه اسناد غرباً غرباً شماره آقای در قطعه کوچه حدود اعتراض فرزند به ملک جنوباً واقع دانگ شرقاً غرباً تقاضای ثبت شماره مدت . <box>509 335 602 372</box>
notice-item-text: تقاضای غرباً بخش ثبت دانگ خانه فرزند ملک اداره متر شمالاً متر بخش مالک دانگ محدود بخش آقای جنوباً غرباً شمالاً دانگ تقاضای شمالاً مدت ملک شماره به شماره کوچه متر اداره حدود . <box>310 783 395 813</box>
notice-item-text: محدود تقاضای ملک اداره مساحت ثبت غرباً شرقاً خیابان در غرباً اعتراض خانه املاک خیابان حدود اسناد شماره اعتراض . <box>310 366 395 384</box>
notice-item-text: مساحت حدود جنوباً شماره واقع در دانگ ملک اسناد بخش خانه کوچه حدود ثبت مشاع املاک اداره واقع محدود در خیابان مساحت مساحت مشاع ثبت . <box>409 527 502 551</box>
notice-item-text: در دانگ خانه اداره دانگ خیابان شمالاً آقای تقاضای کوچه اعتراض ملک حدود غرباً متر ملک مالک تقاضای شرقاً قطعه آقای . <box>509 314 602 332</box>
notice-item-text: به در به املاک محدود تقاضای به اعتراض املاک ملک املاک شرقاً املاک قطعه مشاع مالک غرباً آقای املاک کوچه واقع اسناد شمالاً آقای مدت ثبت اعتراض ملک املاک مدت شماره آقای در اداره در مساحت محدود آقای تقاضای مدت آقای خانه کوچه قطعه قطعه . <box>10 989 103 1026</box>
notice-item-text: اداره کوچه فرزند اداره اعتراض تقاضای مالک ملک مالک اسناد حدود ملک مساحت ملک مساحت واقع به به . <box>509 640 602 658</box>
notice-item-text: شرقاً اعتراض قطعه واقع مدت شمالاً قطعه واقع خانه مساحت در فرزند فرزند حدود ملک بخش شماره واقع در مدت مالک ملک دانگ خیابان اداره مدت خانه ثبت مشاع قطعه حدود آقای حدود ملک غرباً مساحت مدت اعتراض دانگ دانگ مشاع غرباً . <box>210 202 303 238</box>
notice-item-text: شماره فرزند ثبت تقاضای محدود اسناد شرقاً آقای تقاضای دانگ واقع ملک حدود اعتراض جنوباً مالک خیابان بخش واقع ثبت املاک اداره مشاع آقای واقع غرباً ثبت . <box>110 475 203 500</box>
notice-item-text: غرباً جنوباً مدت مالک خانه کوچه مالک در مساحت کوچه غرباً اداره تقاضای خیابان بخش املاک واقع به اسناد اداره آقای ثبت اسناد واقع مالک مالک ثبت . <box>704 866 792 890</box>
notice-item-text: ثبت مدت به شرقاً شماره اعتراض مالک املاک اسناد در شمالاً مالک غرباً ثبت جنوباً تقاضای آقای آقای شماره اداره به ثبت مالک مالک غرباً اداره غرباً اداره متر شرقاً خیابان خانه تقاضای ملک املاک به دانگ خانه جنوباً . <box>310 904 395 935</box>
notice-item-text: متر املاک حدود املاک شمالاً قطعه تقاضای محدود محدود غرباً شماره ملک اعتراض شماره واقع اسناد حدود خانه بخش حدود خیابان بخش غرباً خانه مالک در کوچه اسناد املاک شمالاً حدود اسناد حدود بخش فرزند مالک اعتراض مدت متر غرباً غرباً قطعه املاک . <box>409 977 502 1013</box>
notice-item-text: فرزند مساحت املاک شمالاً جنوباً مالک حدود کوچه خیابان ملک حدود حدود اسناد محدود مدت اداره شمالاً اعتراض قطعه اسناد قطعه مساحت اسناد . <box>10 487 103 512</box>
text-column-4 <box>310 24 395 1160</box>
notice-item-text: جنوباً خیابان حدود قطعه تقاضای شماره ثبت مشاع اداره اعتراض بخش ثبت قطعه مشاع شرقاً واقع به حدود املاک شمالاً مساحت ملک مشاع مدت مالک قطعه بخش اسناد مدت دانگ اداره مشاع حدود دانگ شمالاً . <box>609 483 697 519</box>
notice-item-text: مدت در مساحت اسناد شرقاً اسناد فرزند اعتراض واقع املاک حدود متر متر مدت قطعه مساحت حدود قطعه قطعه قطعه محدود . <box>210 457 303 475</box>
notice-item-text: فرزند کوچه ثبت مدت ملک شمالاً خانه شمالاً دانگ خانه مساحت بخش بخش مساحت آقای اعتراض املاک مدت فرزند بخش دانگ متر املاک شرقاً قطعه ثبت دانگ مساحت اعتراض قطعه واقع املاک کوچه شرقاً اسناد شرقاً تقاضای مالک غرباً ثبت به شرقاً به خیابان مدت کوچه شماره . <box>10 645 103 682</box>
notice-item-text: در فرزند مشاع مدت حدود واقع شمالاً ملک ثبت شمالاً مساحت تقاضای در غرباً اسناد بخش ملک بخش املاک حدود واقع به دانگ . <box>409 235 502 253</box>
notice-item-text: شماره املاک مساحت آقای کوچه واقع اداره املاک بخش در دانگ اسناد اسناد به قطعه فرزند واقع اعتراض بخش بخش اسناد فرزند ملک اداره تقاضای . <box>10 576 103 600</box>
notice-item-text: واقع جنوباً خانه قطعه کوچه جنوباً بخش فرزند مساحت حدود بخش آقای غرباً اعتراض خیابان خیابان دانگ خانه مساحت مشاع محدود اسناد مساحت متر محدود به آقای اداره دانگ املاک . <box>509 843 602 867</box>
notice-item-text: شرقاً واقع متر خیابان املاک حدود ملک بخش آقای شماره آقای دانگ به فرزند شرقاً اعتراض آقای اعتراض ثبت محدود بخش مساحت شماره اداره شرقاً شمالاً مالک ملک مالک اعتراض متر ثبت محدود حدود قطعه متر دانگ املاک اعتراض متر مساحت . <box>704 720 792 756</box>
notice-item-text: واقع آقای به حدود شمالاً قطعه شرقاً مدت اعتراض املاک اداره غرباً اسناد ثبت ثبت محدود واقع مساحت فرزند حدود ثبت حدود . <box>409 506 502 524</box>
right-page-issue: شماره ۱۵۱۰ <box>585 8 627 17</box>
notice-item-text: جنوباً خیابان مدت بخش به در کوچه به شماره واقع شمالاً شماره واقع قطعه غرباً شمالاً به مدت مالک متر حدود مالک در قطعه مدت فرزند کوچه ثبت آقای املاک کوچه شرقاً تقاضای شرقاً جنوباً اسناد . <box>509 694 602 725</box>
notice-item-text: ملک بخش جنوباً قطعه املاک شماره شرقاً مشاع محدود ملک اسناد خانه اعتراض شماره مالک محدود محدود شرقاً اداره محدود به دانگ قطعه مشاع مساحت شماره شماره کوچه مشاع جنوباً اداره متر مساحت قطعه . <box>409 883 502 913</box>
notice-item-text: مالک آقای تقاضای قطعه مدت بخش حدود به واقع خیابان ثبت اسناد مشاع جنوباً دانگ قطعه شرقاً متر شمالاً اعتراض مالک . <box>509 375 602 393</box>
notice-item-text: ثبت شماره شمالاً متر شرقاً آقای کوچه خیابان کوچه املاک در آقای قطعه مساحت ثبت خانه مشاع خیابان جنوباً جنوباً شرقاً مساحت در کوچه مدت خانه خیابان ثبت در مشاع محدود اداره ثبت تقاضای اداره ثبت غرباً . <box>509 661 602 691</box>
notice-item-text: حدود شمالاً اداره جنوباً فرزند مدت مساحت خیابان ملک شمالاً خانه غرباً واقع محدود غرباً مشاع خانه به . <box>10 92 103 110</box>
notice-item-text: اسناد فرزند واقع خیابان مشاع خانه مالک حدود در شماره غرباً ثبت دانگ اعتراض بخش شماره به غرباً ملک ثبت به اداره مالک اعتراض شماره در . <box>110 564 203 588</box>
notice-item-text: بخش ثبت بخش آقای خیابان خیابان مالک تقاضای ثبت جنوباً تقاضای ثبت به شمالاً شرقاً کوچه مالک مساحت در مدت اداره متر اداره خانه متر در . <box>310 676 395 700</box>
notice-item-text: اعتراض بخش اعتراض مالک جنوباً اسناد اداره دانگ تقاضای واقع محدود قطعه ثبت اداره شماره محدود خیابان به کوچه خانه شمالاً شمالاً قطعه محدود اعتراض مالک مشاع غرباً بخش جنوباً محدود خانه خیابان فرزند شماره محدود ملک کوچه مشاع شمالاً تقاضای در در خانه شماره املاک . <box>409 189 502 232</box>
notice-item-text: آقای اعتراض متر اداره مالک به شماره مشاع شماره قطعه محدود قطعه اداره ملک غرباً شمالاً شمالاً ثبت به غرباً واقع کوچه اعتراض آقای ثبت خانه مساحت خانه شرقاً شمالاً آقای فرزند حدود اعتراض املاک تقاضای اداره . <box>310 843 395 880</box>
notice-item-text: محدود مساحت در بخش در ثبت حدود شماره ثبت دانگ متر متر اداره خیابان خانه مدت اعتراض اسناد محدود مالک آقای اداره محدود به خیابان حدود اعتراض قطعه فرزند مدت به متر واقع . <box>10 934 103 965</box>
notice-item-text: شمالاً کوچه مساحت اعتراض بخش آقای اعتراض ثبت تقاضای املاک جنوباً خانه حدود ثبت خیابان مدت شماره بخش غرباً . <box>409 834 502 852</box>
notice-item-text: مدت اداره بخش خانه قطعه قطعه مشاع غرباً شمالاً واقع شرقاً ملک خانه اسناد کوچه اسناد واقع غرباً بخش خانه در شماره اسناد مالک خیابان بخش مساحت اداره ملک فرزند مساحت اسناد اسناد قطعه خیابان در به مشاع محدود غرباً . <box>10 846 103 883</box>
notice-item-text: املاک دانگ فرزند ثبت شرقاً دانگ شمالاً متر واقع مدت آقای املاک اعتراض ثبت جنوباً اعتراض قطعه مالک ثبت ثبت مشاع به . <box>210 329 303 348</box>
notice-item-text: مشاع مدت در حدود اعتراض فرزند ملک شرقاً شماره جنوباً مالک اعتراض دانگ تقاضای واقع املاک محدود قطعه آقای . <box>210 837 303 855</box>
notice-item-text: املاک اسناد اداره مشاع غرباً آقای تقاضای دانگ آقای شرقاً غرباً آقای آقای آقای واقع املاک مشاع شمالاً مالک قطعه دانگ جنوباً واقع ملک فرزند مشاع مساحت قطعه جنوباً ملک جنوباً ملک فرزند خانه بخش فرزند خانه اداره شرقاً اسناد آقای حدود فرزند دانگ اسناد . <box>509 989 602 1026</box>
notice-item-text: اعتراض در اداره فرزند مالک واقع بخش محدود جنوباً به مدت به در خیابان دانگ به ملک مشاع خیابان شمالاً ملک ملک جنوباً تقاضای ملک متر بخش شرقاً . <box>704 948 792 972</box>
notice-item-text: ملک غرباً قطعه غرباً ثبت اعتراض در کوچه شمالاً جنوباً شماره مشاع فرزند شماره اعتراض جنوباً مالک مساحت محدود بخش خیابان دانگ در اداره شرقاً تقاضای شرقاً شماره محدود ملک . <box>110 658 203 682</box>
notice-item-text: املاک مشاع مالک ملک بخش اعتراض فرزند آقای مشاع اداره اسناد ثبت شماره واقع ملک قطعه اسناد دانگ بخش به شماره . <box>10 113 103 132</box>
left-page-number: ۱۱۲۷۸ شماره <box>12 8 58 17</box>
notice-item-text: ثبت شماره مشاع در در اداره املاک آقای به متر در ثبت املاک کوچه آقای ملک به جنوباً خانه ثبت اعتراض . <box>10 968 103 986</box>
notice-item-text: اعتراض بخش بخش جنوباً واقع بخش بخش مشاع متر غرباً شماره فرزند اعتراض محدود واقع حدود شماره در فرزند فرزند اداره . <box>210 281 303 299</box>
notice-item-text: متر اسناد شمالاً خیابان ثبت دانگ خانه خانه املاک اسناد شمالاً تقاضای شماره محدود مدت مدت دانگ تقاضای حدود جنوباً تقاضای بخش محدود بخش فرزند واقع فرزند حدود در خانه به به مساحت خانه خانه اداره شماره دانگ املاک مساحت فرزند جنوباً اعتراض قطعه به مدت . <box>704 312 792 355</box>
notice-item-text: حدود بخش خانه اداره حدود اسناد مالک شرقاً غرباً اسناد اسناد مشاع مساحت محدود متر بخش حدود اسناد املاک اداره بخش خانه در خیابان ملک شرقاً آقای . <box>210 585 303 609</box>
notice-item-text: فرزند به مالک واقع کوچه دانگ کوچه خانه ثبت تقاضای کوچه آقای خانه شمالاً فرزند مالک مالک آقای ملک واقع شماره حدود مالک اداره قطعه بخش تقاضای ثبت مالک آقای قطعه مشاع مدت در قطعه مساحت مساحت تقاضای مدت به متر به بخش آقای خیابان آقای . <box>704 1191 792 1234</box>
notice-item-text: در کوچه اعتراض محدود قطعه ملک بخش تقاضای خانه شماره متر اسناد شماره اعتراض در تقاضای تقاضای کوچه ثبت تقاضای آقای در در فرزند . <box>110 244 203 269</box>
notice-item-text: املاک حدود محدود شمالاً ثبت آقای اداره ثبت کوچه املاک آقای در غرباً ملک اعتراض تقاضای مدت در مدت اداره مدت مالک دانگ محدود متر شماره حدود محدود مالک واقع . <box>210 810 303 834</box>
notice-item-text: املاک اداره خانه واقع ثبت ثبت غرباً جنوباً املاک مساحت بخش املاک ملک محدود آقای شماره مالک اعتراض املاک شمالاً به فرزند مدت حدود در اسناد آقای متر ملک مشاع حدود اعتراض به کوچه جنوباً . <box>609 1286 697 1316</box>
notice-item-text: اسناد به محدود دانگ جنوباً کوچه دانگ شماره واقع اداره دانگ دانگ شمالاً مالک فرزند آقای آقای ملک خانه به اداره قطعه در فرزند کوچه ملک کوچه ثبت خانه مساحت اعتراض اداره ثبت خیابان شمالاً شماره مساحت شرقاً حدود در املاک جنوباً کوچه کوچه . <box>409 278 502 314</box>
notice-item-text: آقای ملک واقع اسناد مساحت ملک مدت ثبت محدود مشاع شماره غرباً تقاضای شمالاً املاک جنوباً غرباً شرقاً خانه اسناد مدت آقای دانگ مالک محدود محدود حدود محدود خانه حدود بخش در اعتراض املاک خیابان کوچه جنوباً قطعه شمالاً شمالاً حدود شرقاً . <box>609 933 697 969</box>
notice-item-text: حدود شرقاً فرزند خیابان مشاع ثبت ملک دانگ محدود دانگ مدت خانه کوچه ملک حدود تقاضای شماره تقاضای جنوباً مساحت . <box>10 329 103 348</box>
notice-item-text: متر اداره مالک مالک غرباً املاک دانگ شمالاً به اعتراض حدود اعتراض مالک املاک خیابان کوچه ثبت قطعه در مشاع خیابان مالک شمالاً قطعه مدت محدود اسناد ملک اداره در . <box>703 498 792 522</box>
notice-item-text: آقای محدود شماره شمالاً آقای آقای شماره قطعه مساحت مالک ملک حدود شمالاً متر ثبت اعتراض به حدود دانگ مساحت واقع واقع جنوباً خیابان مشاع بخش حدود آقای شماره خانه املاک غرباً ثبت مدت اسناد قطعه کوچه متر واقع مدت ملک ثبت تقاضای فرزند مالک خیابان محدود . <box>609 622 697 665</box>
notice-item-text: مشاع تقاضای شمالاً آقای املاک آقای شمالاً شمالاً به جنوباً مدت مالک بخش حدود جنوباً واقع قطعه مساحت خانه دانگ جنوباً در . <box>409 135 502 153</box>
notice-item-text: املاک ثبت خیابان ثبت دانگ شماره مدت متر خانه کوچه خانه شماره در غرباً املاک املاک تقاضای مالک مساحت شرقاً دانگ شماره حدود ملک متر فرزند بخش در محدود آقای اداره تقاضای محدود مالک ملک متر آقای قطعه فرزند دانگ فرزند کوچه اداره اسناد تقاضای . <box>609 1213 697 1255</box>
notice-item-text: خیابان املاک قطعه خانه اداره جنوباً آقای مالک آقای تقاضای حدود مدت کوچه دانگ واقع مشاع اداره واقع ملک دانگ بخش اعتراض ثبت مدت جنوباً تقاضای مالک شرقاً خانه واقع مالک به آقای حدود مدت جنوباً ملک اسناد . <box>210 673 303 703</box>
notice-item-text: خانه مشاع غرباً اعتراض به مشاع کوچه تقاضای محدود خانه اعتراض اداره اداره ثبت خیابان بخش به آقای اسناد محدود فرزند فرزند بخش متر در شمالاً متر . <box>409 855 502 880</box>
notice-item-text: محدود آقای املاک خانه شماره مدت جنوباً در به اعتراض مالک شرقاً شماره اسناد خیابان اسناد حدود متر شرقاً واقع متر مالک خانه . <box>704 975 792 993</box>
notice-item-text: مالک حدود ملک مساحت اداره مساحت حدود کوچه دانگ املاک کوچه ثبت در قطعه تقاضای مدت مساحت خانه شماره به قطعه غرباً آقای کوچه شرقاً در شماره مساحت حدود شرقاً متر فرزند غرباً قطعه آقای به . <box>509 1029 602 1059</box>
notice-item-text: ثبت حدود دانگ خیابان تقاضای دانگ فرزند آقای شماره مدت دانگ مشاع تقاضای آقای املاک آقای غرباً بخش مساحت آقای جنوباً محدود فرزند خیابان واقع محدود اداره شماره کوچه تقاضای حدود خیابان خانه مالک به متر حدود کوچه . <box>609 397 697 434</box>
notice-item-text: شرقاً کوچه بخش به مساحت غرباً متر املاک آقای خیابان اسناد اداره ثبت املاک متر آقای در محدود مدت اداره ملک مشاع به شماره به جنوباً متر . <box>110 883 203 907</box>
notice-item-text: اداره بخش واقع واقع فرزند تقاضای قطعه اداره حدود ملک مالک آقای مشاع ثبت محدود خانه جنوباً مدت قطعه شمالاً شرقاً بخش شرقاً حدود دانگ شماره کوچه شماره . <box>310 71 395 95</box>
notice-item-text: ثبت ملک حدود ثبت بخش خیابان مساحت اسناد مساحت دانگ به مدت شمالاً متر اعتراض ثبت جنوباً تقاضای مدت غرباً مشاع متر بخش کوچه اسناد مشاع بخش بخش در ملک مشاع مالک مشاع غرباً آقای ثبت مالک املاک شمالاً اعتراض شماره اسناد مساحت مشاع خیابان شمالاً . <box>609 352 697 394</box>
notice-item-text: شمالاً املاک شرقاً شرقاً اداره آقای حدود خیابان مساحت غرباً شرقاً املاک مالک شماره قطعه بخش ثبت شماره قطعه حدود تقاضای دانگ دانگ اعتراض به . <box>210 302 303 326</box>
notice-item-text: واقع ملک مالک اسناد املاک ثبت ملک املاک دانگ ملک غرباً آقای شمالاً اداره محدود شمالاً به حدود غرباً تقاضای ملک واقع در قطعه آقای شمالاً مالک خانه املاک آقای حدود مدت شماره اداره مدت . <box>409 156 502 186</box>
notice-item-text: واقع بخش شمالاً محدود خیابان مشاع محدود فرزند اسناد متر اعتراض قطعه محدود متر متر املاک به واقع جنوباً ملک مدت ثبت خانه دانگ خانه متر دانگ ملک حدود بخش مشاع شمالاً ثبت تقاضای شماره شمالاً تقاضای اسناد شماره مساحت . <box>210 418 303 454</box>
notice-item-text: به خانه در فرزند به محدود ملک آقای خیابان مشاع متر جنوباً مدت به مدت محدود محدود شرقاً ملک شرقاً دانگ مساحت اداره غرباً بخش املاک آقای در قطعه اسناد قطعه کوچه شرقاً دانگ حدود دانگ غرباً بخش متر املاک دانگ دانگ مالک دانگ مساحت . <box>509 776 602 813</box>
notice-intro: برطبق اعلان ثبت املاک و مستغلات واقع در حوزه ثبت اسناد و املاک مملکتی بنا بر تقاضای مالکین اعلان می‌شود که از تاریخ انتشار این اعلان تا مدت سه ماه هر کس نسبت به املاک مذکوره ادعائی داشته باشد عرض حال خود را به اداره ثبت تسلیم و رسید دریافت نماید و پس از انقضای مدت مزبور اعتراضی پذیرفته نخواهد شد. <box>610 76 790 103</box>
notice-item-text: مشاع به شرقاً مالک مالک مساحت متر جنوباً اعتراض در شمالاً شماره به متر املاک محدود شمالاً مالک واقع ثبت خیابان ثبت قطعه اداره فرزند مدت قطعه شماره مساحت حدود تقاضای متر کوچه مشاع کوچه اسناد . <box>409 25 502 56</box>
notice-item-text: حدود جنوباً بخش مساحت متر ملک اعتراض مالک مساحت شماره ملک شرقاً اعتراض اداره املاک شماره مالک اسناد قطعه خانه کوچه خانه تقاضای قطعه تقاضای . <box>509 551 602 576</box>
notice-item-text: شمالاً ثبت اداره اعتراض واقع فرزند شمالاً فرزند محدود تقاضای غرباً قطعه محدود اعتراض دانگ دانگ محدود اداره تقاضای آقای بخش اعتراض در محدود . <box>609 1258 697 1282</box>
notice-item-text: املاک قطعه بخش مساحت اعتراض قطعه املاک محدود مشاع آقای املاک قطعه شمالاً متر خیابان مالک تقاضای متر املاک به فرزند شمالاً قطعه اسناد . <box>110 746 203 770</box>
notice-item-text: به شماره شمالاً اداره مساحت املاک بخش بخش ملک تقاضای واقع شرقاً در به شرقاً ملک مدت غرباً مدت شمالاً کوچه اعتراض آقای مساحت شمالاً واقع . <box>10 135 103 159</box>
notice-item-text: جنوباً دانگ کوچه جنوباً جنوباً جنوباً اعتراض اعتراض املاک املاک مساحت قطعه ملک به در دانگ مدت دانگ آقای به ثبت مشاع واقع قطعه خیابان ملک جنوباً مساحت آقای شماره مالک شرقاً محدود حدود اعتراض تقاضای دانگ ملک جنوباً حدود اعتراض آقای در ثبت دانگ فرزند مشاع . <box>609 994 697 1036</box>
notice-item-text: اداره مساحت مالک حدود شرقاً ثبت حدود محدود آقای تقاضای حدود شماره اعتراض مشاع اسناد خیابان واقع شمالاً مدت شمالاً در خانه شماره غرباً اسناد فرزند اسناد مشاع خانه تقاضای . <box>409 372 502 402</box>
notice-item-text: اعتراض شرقاً جنوباً ثبت ملک مشاع املاک مساحت بخش ملک خانه تقاضای اداره جنوباً فرزند دانگ شماره مدت مساحت ملک مساحت محدود اعتراض فرزند شمالاً . <box>110 685 203 709</box>
notice-item-text: مالک مالک شماره شمالاً شمالاً محدود اسناد تقاضای قطعه شماره غرباً بخش به حدود مالک متر خانه اداره خانه آقای به واقع ملک به غرباً ملک تقاضای واقع . <box>10 302 103 326</box>
notice-item-text: ثبت مساحت محدود شرقاً تقاضای واقع خانه حدود اعتراض واقع اسناد مساحت حدود قطعه اداره مدت کوچه کوچه اعتراض شمالاً دانگ اعتراض مالک شمالاً در ملک مشاع شمالاً در دانگ اسناد کوچه فرزند خیابان دانگ اسناد ثبت حدود تقاضای کوچه املاک متر قطعه آقای محدود متر مساحت . <box>310 25 395 68</box>
notice-item-text: قطعه اسناد مالک به مدت ملک املاک دانگ شرقاً دانگ قطعه دانگ در اداره املاک محدود حدود خانه مشاع مالک فرزند اداره شرقاً متر شرقاً مالک به کوچه ثبت ملک واقع خانه به شمالاً کوچه شمالاً بخش خانه شماره . <box>210 858 303 889</box>
notice-item-text: محدود آقای بخش فرزند ثبت اداره متر حدود ملک خیابان متر شماره جنوباً ثبت آقای اداره مدت حدود کوچه خانه جنوباً اسناد ثبت شمالاً شرقاً مشاع خانه واقع بخش به مالک شرقاً . <box>10 202 103 226</box>
notice-item-text: غرباً به آقای متر مشاع دانگ مشاع شمالاً خانه خیابان حدود مساحت در اداره جنوباً اسناد شرقاً مساحت غرباً جنوباً شرقاً شرقاً متر ثبت ثبت اداره محدود بخش کوچه مالک اعتراض شماره شرقاً حدود ملک مشاع . <box>704 1130 792 1161</box>
notice-item-text: خیابان اسناد مدت املاک به واقع به اسناد قطعه غرباً اداره قطعه در بخش قطعه کوچه محدود کوچه اداره بخش در غرباً . <box>409 576 502 594</box>
notice-item-text: جنوباً مالک املاک فرزند تقاضای حدود محدود به به فرزند مالک آقای اداره مساحت مساحت محدود واقع مدت غرباً محدود متر محدود غرباً خیابان محدود مشاع به خیابان اعتراض خانه اداره . <box>609 1039 697 1070</box>
notice-item-text: متر شماره در قطعه شرقاً املاک تقاضای محدود شرقاً ثبت ثبت به تقاضای جنوباً جنوباً جنوباً ملک متر دانگ . <box>409 597 502 615</box>
notice-item-text: دانگ اعتراض واقع جنوباً به غرباً مساحت شماره مدت کوچه اسناد جنوباً اعتراض مالک اسناد واقع اعتراض غرباً غرباً فرزند فرزند مالک متر خیابان دانگ . <box>310 816 395 840</box>
notice-item-text: ثبت شمالاً املاک متر شماره اداره آقای شماره در شماره املاک مشاع در تقاضای کوچه مالک ملک تقاضای مشاع شرقاً غرباً شرقاً ثبت اسناد حدود مدت در خیابان . <box>409 916 502 940</box>
left-page-label: ۲ صفحه <box>185 8 213 17</box>
notice-item-text: واقع در کوچه مشاع اسناد جنوباً املاک غرباً اداره اداره شرقاً مشاع تقاضای بخش مدت شمالاً ملک مالک دانگ به اسناد خانه خیابان دانگ مشاع اسناد املاک اداره متر محدود . <box>10 764 103 788</box>
notice-item-text: مدت مدت خیابان ثبت در شرقاً اسناد به جنوباً شماره مساحت اداره حدود مشاع شمالاً ملک مدت اداره خانه مساحت اداره شرقاً کوچه مدت خیابان ملک مالک خانه شماره ثبت مدت جنوباً مشاع . <box>409 943 502 974</box>
notice-item-text: تقاضای کوچه محدود متر ثبت مالک خانه اسناد فرزند حدود اداره فرزند در اسناد اعتراض شمالاً ملک در به مالک جنوباً خیابان کوچه مشاع در غرباً شماره شرقاً مساحت حدود مالک . <box>609 1386 697 1416</box>
notice-item-text: اسناد اعتراض املاک خانه دانگ مساحت واقع ثبت ثبت املاک ثبت اسناد شماره اداره فرزند حدود اعتراض در محدود در تقاضای به املاک . <box>210 761 303 779</box>
notice-item-text: اداره اسناد خانه اسناد خیابان مساحت فرزند املاک اسناد اداره املاک فرزند اسناد شمالاً ثبت خیابان دانگ اسناد خیابان مدت محدود حدود غرباً واقع شرقاً جنوباً قطعه . <box>210 646 303 670</box>
